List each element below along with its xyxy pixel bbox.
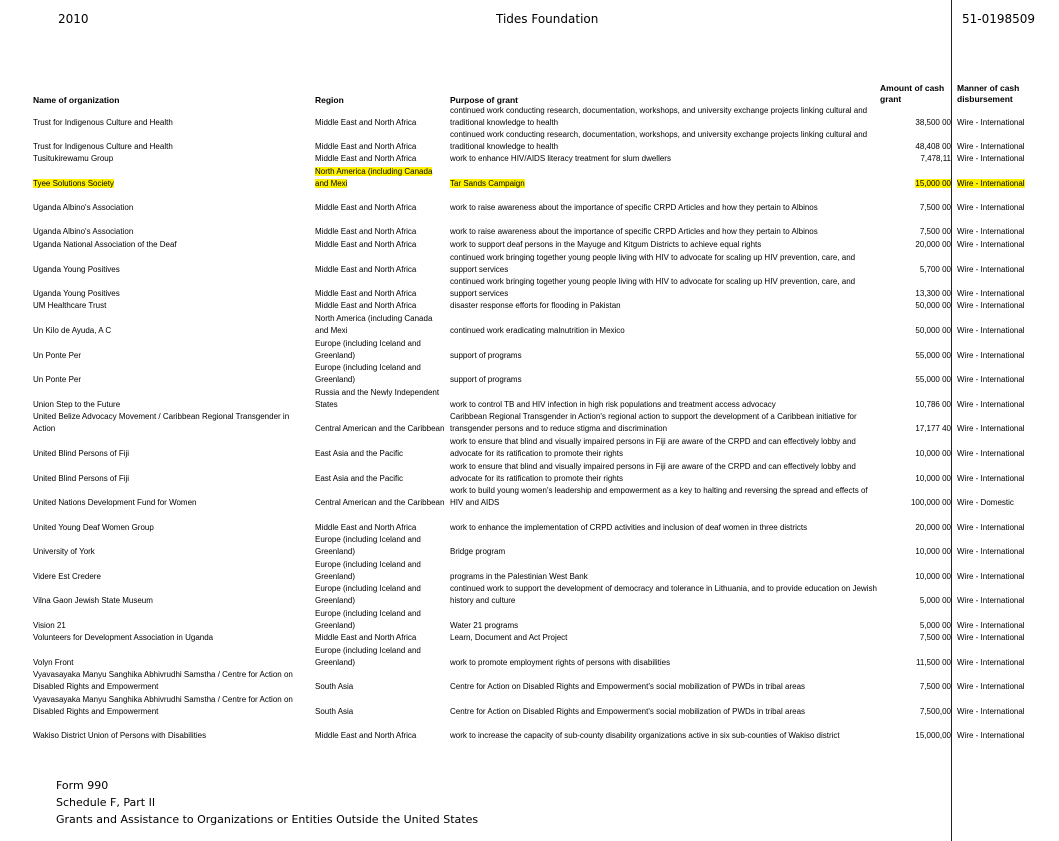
purpose-cell: Tar Sands Campaign: [450, 179, 525, 188]
purpose-cell: Learn, Document and Act Project: [450, 633, 568, 642]
amount-cell: 15,000,00: [915, 731, 951, 740]
purpose-cell: continued work bringing together young people living with HIV to advocate for scaling up HIV prevention, care, and support services: [450, 277, 856, 298]
org-name-cell: University of York: [33, 547, 95, 556]
org-name-cell: Uganda Young Positives: [33, 289, 120, 298]
purpose-cell: work to raise awareness about the importance of specific CRPD Articles and how they pertain to Albinos: [450, 203, 818, 212]
org-name-cell: United Blind Persons of Fiji: [33, 449, 130, 458]
region-cell: Middle East and North Africa: [315, 523, 417, 532]
purpose-cell: work to increase the capacity of sub-county disability organizations active in six sub-counties of Wakiso district: [450, 731, 840, 740]
manner-cell: Wire - International: [957, 240, 1025, 249]
amount-cell: 11,500 00: [916, 658, 951, 667]
amount-cell: 7,500 00: [919, 633, 951, 642]
org-name-cell: Union Step to the Future: [33, 400, 121, 409]
amount-cell: 20,000 00: [915, 240, 951, 249]
amount-cell: 7,500 00: [919, 682, 951, 691]
manner-cell: Wire - International: [957, 118, 1025, 127]
amount-cell: 10,000 00: [915, 449, 951, 458]
region-cell: Middle East and North Africa: [315, 118, 417, 127]
region-cell: Middle East and North Africa: [315, 203, 417, 212]
amount-cell: 48,408 00: [915, 142, 951, 151]
purpose-cell: Centre for Action on Disabled Rights and Empowerment's social mobilization of PWDs in tribal areas: [450, 707, 806, 716]
org-name-cell: Vyavasayaka Manyu Sanghika Abhivrudhi Samstha / Centre for Action on Disabled Rights and Empowerment: [33, 695, 293, 716]
manner-cell: Wire - International: [957, 289, 1025, 298]
purpose-cell: Bridge program: [450, 547, 506, 556]
org-name-cell: Wakiso District Union of Persons with Disabilities: [33, 731, 207, 740]
region-cell: Europe (including Iceland and Greenland): [315, 560, 421, 581]
manner-cell: Wire - International: [957, 203, 1025, 212]
org-name-cell: Trust for Indigenous Culture and Health: [33, 142, 173, 151]
manner-cell: Wire - International: [957, 326, 1025, 335]
amount-cell: 15,000 00: [915, 179, 951, 188]
manner-cell: Wire - International: [957, 596, 1025, 605]
manner-cell: Wire - Domestic: [957, 498, 1014, 507]
region-cell: Middle East and North Africa: [315, 240, 417, 249]
amount-cell: 55,000 00: [915, 375, 951, 384]
org-name-cell: Vision 21: [33, 621, 66, 630]
manner-cell: Wire - International: [957, 142, 1025, 151]
amount-cell: 50,000 00: [915, 301, 951, 310]
org-name-cell: Tyee Solutions Society: [33, 179, 114, 188]
org-name-cell: Uganda Albino's Association: [33, 203, 134, 212]
column-header-name: Name of organization: [33, 95, 120, 105]
purpose-cell: disaster response efforts for flooding in Pakistan: [450, 301, 621, 310]
purpose-cell: continued work eradicating malnutrition in Mexico: [450, 326, 625, 335]
amount-cell: 55,000 00: [915, 351, 951, 360]
region-cell: East Asia and the Pacific: [315, 449, 404, 458]
amount-cell: 10,786 00: [915, 400, 951, 409]
purpose-cell: Centre for Action on Disabled Rights and Empowerment's social mobilization of PWDs in tribal areas: [450, 682, 806, 691]
org-name-cell: United Nations Development Fund for Women: [33, 498, 197, 507]
tax-year: 2010: [58, 12, 89, 26]
region-cell: Europe (including Iceland and Greenland): [315, 609, 421, 630]
table-row: [0, 682, 1059, 742]
purpose-cell: work to raise awareness about the importance of specific CRPD Articles and how they pertain to Albinos: [450, 227, 818, 236]
manner-cell: Wire - International: [957, 424, 1025, 433]
manner-cell: Wire - International: [957, 547, 1025, 556]
manner-cell: Wire - International: [957, 179, 1025, 188]
amount-cell: 10,000 00: [915, 547, 951, 556]
purpose-cell: programs in the Palestinian West Bank: [450, 572, 588, 581]
region-cell: Europe (including Iceland and Greenland): [315, 339, 421, 360]
org-name-cell: Un Ponte Per: [33, 351, 82, 360]
amount-cell: 5,000 00: [919, 596, 951, 605]
purpose-cell: continued work bringing together young people living with HIV to advocate for scaling up HIV prevention, care, and support services: [450, 253, 856, 274]
column-header-purpose: Purpose of grant: [450, 95, 519, 105]
purpose-cell: support of programs: [450, 375, 522, 384]
purpose-cell: continued work to support the development of democracy and tolerance in Lithuania, and to provide education on Jewish history and culture: [450, 584, 877, 605]
org-name-cell: Videre Est Credere: [33, 572, 101, 581]
org-name-cell: United Belize Advocacy Movement / Caribbean Regional Transgender in Action: [33, 412, 290, 433]
manner-cell: Wire - International: [957, 449, 1025, 458]
region-cell: Europe (including Iceland and Greenland): [315, 584, 421, 605]
purpose-cell: continued work conducting research, documentation, workshops, and university exchange projects linking cultural and traditional knowledge to health: [450, 106, 868, 127]
column-header-amount: Amount of cash grant: [880, 83, 945, 104]
region-cell: Middle East and North Africa: [315, 142, 417, 151]
footer-schedule: Schedule F, Part II: [56, 796, 156, 809]
region-cell: Middle East and North Africa: [315, 227, 417, 236]
manner-cell: Wire - International: [957, 572, 1025, 581]
manner-cell: Wire - International: [957, 731, 1025, 740]
purpose-cell: work to support deaf persons in the Mayuge and Kitgum Districts to achieve equal rights: [450, 240, 762, 249]
amount-cell: 10,000 00: [915, 572, 951, 581]
region-cell: Central American and the Caribbean: [315, 424, 445, 433]
org-name-cell: Tusitukirewamu Group: [33, 154, 114, 163]
region-cell: North America (including Canada and Mexi: [315, 314, 433, 335]
manner-cell: Wire - International: [957, 523, 1025, 532]
region-cell: South Asia: [315, 682, 354, 691]
ein-number: 51-0198509: [962, 12, 1036, 26]
amount-cell: 17,177 40: [915, 424, 951, 433]
foundation-name: Tides Foundation: [496, 12, 599, 26]
purpose-cell: work to promote employment rights of persons with disabilities: [450, 658, 671, 667]
manner-cell: Wire - International: [957, 621, 1025, 630]
amount-cell: 5,000 00: [919, 621, 951, 630]
column-header-manner: Manner of cash disbursement: [957, 83, 1020, 104]
region-cell: Russia and the Newly Independent States: [315, 388, 440, 409]
org-name-cell: United Young Deaf Women Group: [33, 523, 154, 532]
footer-form: Form 990: [56, 779, 109, 792]
manner-cell: Wire - International: [957, 682, 1025, 691]
region-cell: Middle East and North Africa: [315, 265, 417, 274]
amount-cell: 13,300 00: [915, 289, 951, 298]
amount-cell: 7,478,11: [920, 154, 951, 163]
manner-cell: Wire - International: [957, 154, 1025, 163]
manner-cell: Wire - International: [957, 227, 1025, 236]
region-cell: Middle East and North Africa: [315, 633, 417, 642]
org-name-cell: Volunteers for Development Association in Uganda: [33, 633, 214, 642]
amount-cell: 7,500,00: [919, 707, 951, 716]
org-name-cell: Volyn Front: [33, 658, 74, 667]
region-cell: East Asia and the Pacific: [315, 474, 404, 483]
region-cell: South Asia: [315, 707, 354, 716]
amount-cell: 7,500 00: [919, 203, 951, 212]
column-header-region: Region: [315, 95, 344, 105]
region-cell: Europe (including Iceland and Greenland): [315, 363, 421, 384]
purpose-cell: work to control TB and HIV infection in high risk populations and treatment access advocacy: [450, 400, 776, 409]
manner-cell: Wire - International: [957, 474, 1025, 483]
region-cell: Middle East and North Africa: [315, 289, 417, 298]
amount-cell: 7,500 00: [919, 227, 951, 236]
purpose-cell: work to ensure that blind and visually impaired persons in Fiji are aware of the CRPD and can effectively lobby and advocate for its ratification to promote their rights: [450, 437, 856, 458]
purpose-cell: work to ensure that blind and visually impaired persons in Fiji are aware of the CRPD and can effectively lobby and advocate for its ratification to promote their rights: [450, 462, 856, 483]
manner-cell: Wire - International: [957, 400, 1025, 409]
region-cell: Middle East and North Africa: [315, 731, 417, 740]
manner-cell: Wire - International: [957, 375, 1025, 384]
manner-cell: Wire - International: [957, 707, 1025, 716]
region-cell: Europe (including Iceland and Greenland): [315, 646, 421, 667]
amount-cell: 38,500 00: [915, 118, 951, 127]
manner-cell: Wire - International: [957, 301, 1025, 310]
purpose-cell: work to enhance HIV/AIDS literacy treatment for slum dwellers: [450, 154, 671, 163]
region-cell: Middle East and North Africa: [315, 154, 417, 163]
amount-cell: 5,700 00: [919, 265, 951, 274]
manner-cell: Wire - International: [957, 633, 1025, 642]
org-name-cell: Trust for Indigenous Culture and Health: [33, 118, 173, 127]
footer-title: Grants and Assistance to Organizations or Entities Outside the United States: [56, 813, 479, 826]
purpose-cell: Caribbean Regional Transgender in Action's regional action to support the development of a Caribbean initiative for transgender persons and to reduce stigma and discrimination: [450, 412, 857, 433]
amount-cell: 20,000 00: [915, 523, 951, 532]
org-name-cell: Uganda Albino's Association: [33, 227, 134, 236]
region-cell: Europe (including Iceland and Greenland): [315, 535, 421, 556]
manner-cell: Wire - International: [957, 658, 1025, 667]
purpose-cell: support of programs: [450, 351, 522, 360]
purpose-cell: work to build young women's leadership and empowerment as a key to halting and reversing the spread and effects of HIV and AIDS: [450, 486, 868, 507]
org-name-cell: Uganda Young Positives: [33, 265, 120, 274]
amount-cell: 10,000 00: [915, 474, 951, 483]
region-cell: Central American and the Caribbean: [315, 498, 445, 507]
purpose-cell: Water 21 programs: [450, 621, 519, 630]
region-cell: Middle East and North Africa: [315, 301, 417, 310]
purpose-cell: work to enhance the implementation of CRPD activities and inclusion of deaf women in three districts: [450, 523, 808, 532]
amount-cell: 100,000 00: [910, 498, 951, 507]
purpose-cell: continued work conducting research, documentation, workshops, and university exchange projects linking cultural and traditional knowledge to health: [450, 130, 868, 151]
org-name-cell: Vyavasayaka Manyu Sanghika Abhivrudhi Samstha / Centre for Action on Disabled Rights and Empowerment: [33, 670, 293, 691]
org-name-cell: United Blind Persons of Fiji: [33, 474, 130, 483]
region-cell: North America (including Canada and Mexi: [315, 167, 433, 188]
amount-cell: 50,000 00: [915, 326, 951, 335]
manner-cell: Wire - International: [957, 351, 1025, 360]
manner-cell: Wire - International: [957, 265, 1025, 274]
org-name-cell: Uganda National Association of the Deaf: [33, 240, 177, 249]
org-name-cell: Un Kilo de Ayuda, A C: [33, 326, 112, 335]
org-name-cell: Un Ponte Per: [33, 375, 82, 384]
org-name-cell: Vilna Gaon Jewish State Museum: [33, 596, 153, 605]
org-name-cell: UM Healthcare Trust: [33, 301, 107, 310]
